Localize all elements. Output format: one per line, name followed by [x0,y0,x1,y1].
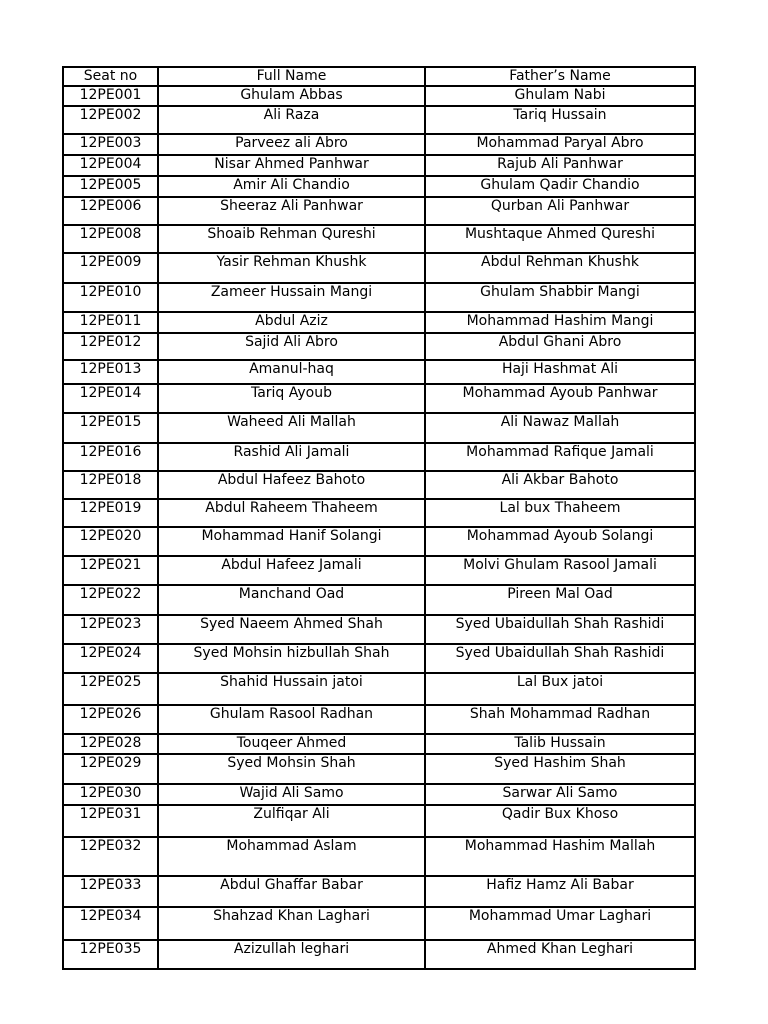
table-row [63,312,695,333]
cell-seat-no: 12PE012 [63,333,158,360]
table-row [63,106,695,134]
table-row [63,384,695,413]
cell-fathers-name: Shah Mohammad Radhan [425,705,695,734]
cell-full-name: Syed Naeem Ahmed Shah [158,615,425,644]
cell-seat-no: 12PE019 [63,499,158,527]
cell-full-name: Ali Raza [158,106,425,134]
cell-seat-no: 12PE011 [63,312,158,333]
table-row [63,805,695,837]
cell-fathers-name: Mohammad Umar Laghari [425,907,695,940]
cell-full-name: Abdul Raheem Thaheem [158,499,425,527]
cell-full-name: Tariq Ayoub [158,384,425,413]
cell-full-name: Shahzad Khan Laghari [158,907,425,940]
table-row [63,283,695,312]
table-row [63,253,695,283]
cell-fathers-name: Ali Nawaz Mallah [425,413,695,443]
table-row [63,754,695,784]
cell-full-name: Syed Mohsin hizbullah Shah [158,644,425,673]
cell-fathers-name: Syed Hashim Shah [425,754,695,784]
cell-fathers-name: Hafiz Hamz Ali Babar [425,876,695,907]
cell-seat-no: 12PE035 [63,940,158,969]
table-row [63,615,695,644]
cell-seat-no: 12PE030 [63,784,158,805]
cell-seat-no: 12PE015 [63,413,158,443]
cell-seat-no: 12PE024 [63,644,158,673]
student-list-table [62,66,696,970]
table-row [63,333,695,360]
table-row [63,360,695,384]
cell-seat-no: 12PE032 [63,837,158,876]
cell-seat-no: 12PE025 [63,673,158,705]
cell-full-name: Mohammad Hanif Solangi [158,527,425,556]
table-body [63,86,695,969]
table-row [63,644,695,673]
cell-seat-no: 12PE022 [63,585,158,615]
cell-full-name: Zameer Hussain Mangi [158,283,425,312]
cell-fathers-name: Abdul Ghani Abro [425,333,695,360]
header-fathers-name: Father’s Name [425,67,695,86]
cell-seat-no: 12PE001 [63,86,158,106]
cell-fathers-name: Abdul Rehman Khushk [425,253,695,283]
cell-fathers-name: Qadir Bux Khoso [425,805,695,837]
cell-fathers-name: Mohammad Ayoub Panhwar [425,384,695,413]
cell-seat-no: 12PE029 [63,754,158,784]
cell-fathers-name: Talib Hussain [425,734,695,754]
cell-full-name: Sajid Ali Abro [158,333,425,360]
cell-full-name: Manchand Oad [158,585,425,615]
cell-seat-no: 12PE006 [63,197,158,225]
cell-seat-no: 12PE034 [63,907,158,940]
table-row [63,705,695,734]
table-row [63,734,695,754]
cell-fathers-name: Mushtaque Ahmed Qureshi [425,225,695,253]
cell-full-name: Shoaib Rehman Qureshi [158,225,425,253]
header-full-name: Full Name [158,67,425,86]
table-row [63,585,695,615]
table-row [63,176,695,197]
cell-fathers-name: Ghulam Shabbir Mangi [425,283,695,312]
cell-seat-no: 12PE020 [63,527,158,556]
header-row [63,67,695,86]
cell-full-name: Rashid Ali Jamali [158,443,425,471]
cell-seat-no: 12PE003 [63,134,158,155]
cell-full-name: Azizullah leghari [158,940,425,969]
cell-full-name: Abdul Ghaffar Babar [158,876,425,907]
table-row [63,443,695,471]
cell-full-name: Zulfiqar Ali [158,805,425,837]
cell-full-name: Syed Mohsin Shah [158,754,425,784]
cell-seat-no: 12PE026 [63,705,158,734]
header-seat-no: Seat no [63,67,158,86]
cell-full-name: Parveez ali Abro [158,134,425,155]
cell-full-name: Abdul Aziz [158,312,425,333]
table-row [63,499,695,527]
cell-fathers-name: Sarwar Ali Samo [425,784,695,805]
cell-fathers-name: Ghulam Qadir Chandio [425,176,695,197]
cell-full-name: Amanul-haq [158,360,425,384]
cell-fathers-name: Pireen Mal Oad [425,585,695,615]
cell-seat-no: 12PE005 [63,176,158,197]
table-row [63,86,695,106]
cell-seat-no: 12PE013 [63,360,158,384]
cell-seat-no: 12PE009 [63,253,158,283]
table-row [63,784,695,805]
cell-full-name: Ghulam Abbas [158,86,425,106]
cell-full-name: Sheeraz Ali Panhwar [158,197,425,225]
cell-fathers-name: Ghulam Nabi [425,86,695,106]
cell-full-name: Nisar Ahmed Panhwar [158,155,425,176]
cell-seat-no: 12PE031 [63,805,158,837]
cell-fathers-name: Mohammad Paryal Abro [425,134,695,155]
cell-full-name: Yasir Rehman Khushk [158,253,425,283]
cell-fathers-name: Mohammad Hashim Mallah [425,837,695,876]
cell-seat-no: 12PE008 [63,225,158,253]
cell-full-name: Wajid Ali Samo [158,784,425,805]
cell-full-name: Mohammad Aslam [158,837,425,876]
cell-full-name: Ghulam Rasool Radhan [158,705,425,734]
cell-fathers-name: Rajub Ali Panhwar [425,155,695,176]
cell-full-name: Waheed Ali Mallah [158,413,425,443]
cell-seat-no: 12PE010 [63,283,158,312]
cell-full-name: Abdul Hafeez Jamali [158,556,425,585]
cell-fathers-name: Syed Ubaidullah Shah Rashidi [425,644,695,673]
table-row [63,527,695,556]
table-row [63,197,695,225]
table-row [63,556,695,585]
cell-fathers-name: Lal bux Thaheem [425,499,695,527]
table-row [63,134,695,155]
cell-seat-no: 12PE004 [63,155,158,176]
table-row [63,471,695,499]
table-row [63,907,695,940]
cell-full-name: Abdul Hafeez Bahoto [158,471,425,499]
cell-seat-no: 12PE016 [63,443,158,471]
table-row [63,837,695,876]
cell-fathers-name: Molvi Ghulam Rasool Jamali [425,556,695,585]
cell-fathers-name: Mohammad Ayoub Solangi [425,527,695,556]
cell-seat-no: 12PE014 [63,384,158,413]
table-row [63,673,695,705]
table-row [63,940,695,969]
cell-fathers-name: Tariq Hussain [425,106,695,134]
table-row [63,413,695,443]
table-row [63,876,695,907]
cell-seat-no: 12PE002 [63,106,158,134]
cell-fathers-name: Syed Ubaidullah Shah Rashidi [425,615,695,644]
cell-fathers-name: Ahmed Khan Leghari [425,940,695,969]
cell-fathers-name: Ali Akbar Bahoto [425,471,695,499]
table-row [63,155,695,176]
cell-seat-no: 12PE021 [63,556,158,585]
table-row [63,225,695,253]
cell-full-name: Touqeer Ahmed [158,734,425,754]
cell-seat-no: 12PE033 [63,876,158,907]
cell-seat-no: 12PE028 [63,734,158,754]
cell-fathers-name: Qurban Ali Panhwar [425,197,695,225]
cell-full-name: Amir Ali Chandio [158,176,425,197]
cell-full-name: Shahid Hussain jatoi [158,673,425,705]
cell-fathers-name: Mohammad Rafique Jamali [425,443,695,471]
cell-seat-no: 12PE023 [63,615,158,644]
cell-fathers-name: Mohammad Hashim Mangi [425,312,695,333]
cell-seat-no: 12PE018 [63,471,158,499]
cell-fathers-name: Haji Hashmat Ali [425,360,695,384]
cell-fathers-name: Lal Bux jatoi [425,673,695,705]
